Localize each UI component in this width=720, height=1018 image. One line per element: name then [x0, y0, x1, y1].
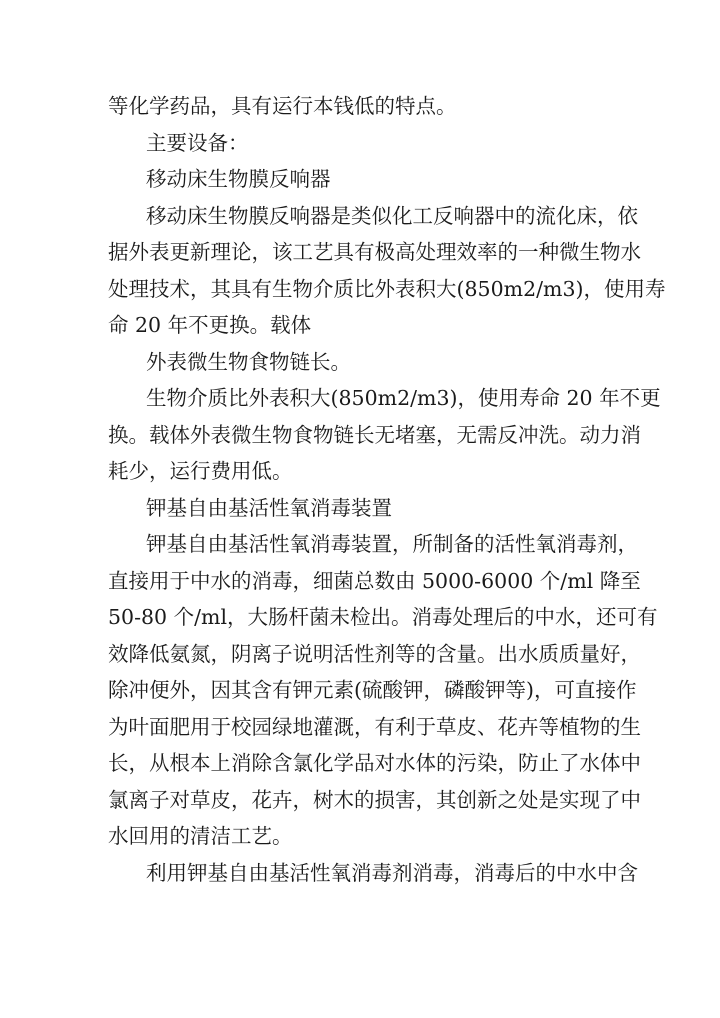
- text-line: 外表微生物食物链长。: [146, 349, 351, 374]
- heading-disinfection-device: [108, 490, 608, 527]
- text-line: 长，从根本上消除含氯化学品对水体的污染，防止了水体中: [108, 751, 641, 775]
- text-line: 除冲便外，因其含有钾元素(硫酸钾，磷酸钾等)，可直接作: [108, 678, 637, 702]
- paragraph-continuation: [108, 88, 608, 125]
- text-line: 耗少，运行费用低。: [108, 459, 293, 483]
- text-line: 主要设备：: [146, 130, 249, 155]
- text-line: 为叶面肥用于校园绿地灌溉，有利于草皮、花卉等植物的生: [108, 714, 641, 739]
- heading-main-equipment: [108, 125, 608, 162]
- text-line: 50-80 个/ml，大肠杆菌未检出。消毒处理后的中水，还可有: [108, 605, 658, 629]
- text-line: 命 20 年不更换。载体: [108, 313, 312, 337]
- paragraph-food-chain: [108, 344, 608, 381]
- text-line: 据外表更新理论，该工艺具有极高处理效率的一种微生物水: [108, 240, 641, 264]
- heading-mbbr: [108, 161, 608, 198]
- text-line: 生物介质比外表积大(850m2/m3)，使用寿命 20 年不更: [146, 386, 661, 410]
- text-line: 效降低氨氮，阴离子说明活性剂等的含量。出水质质量好，: [108, 641, 641, 666]
- text-line: 等化学药品，具有运行本钱低的特点。: [108, 94, 457, 118]
- text-line: 氯离子对草皮，花卉，树木的损害，其创新之处是实现了中: [108, 787, 641, 812]
- document-body: [108, 88, 666, 891]
- text-line: 钾基自由基活性氧消毒装置: [146, 495, 392, 520]
- text-line: 直接用于中水的消毒，细菌总数由 5000-6000 个/ml 降至: [108, 568, 641, 593]
- text-line: 水回用的清洁工艺。: [108, 824, 293, 848]
- text-line: 利用钾基自由基活性氧消毒剂消毒，消毒后的中水中含: [146, 860, 638, 885]
- text-line: 移动床生物膜反响器: [146, 167, 331, 191]
- text-line: 处理技术，其具有生物介质比外表积大(850m2/m3)，使用寿: [108, 276, 666, 301]
- text-line: 钾基自由基活性氧消毒装置，所制备的活性氧消毒剂，: [146, 532, 638, 556]
- paragraph-disinfection-description: [108, 526, 658, 855]
- paragraph-mbbr-description: [108, 198, 666, 344]
- text-line: 移动床生物膜反响器是类似化工反响器中的流化床，依: [146, 203, 638, 228]
- paragraph-media-surface: [108, 380, 661, 490]
- paragraph-disinfection-use: [108, 855, 638, 892]
- text-line: 换。载体外表微生物食物链长无堵塞，无需反冲洗。动力消: [108, 422, 641, 447]
